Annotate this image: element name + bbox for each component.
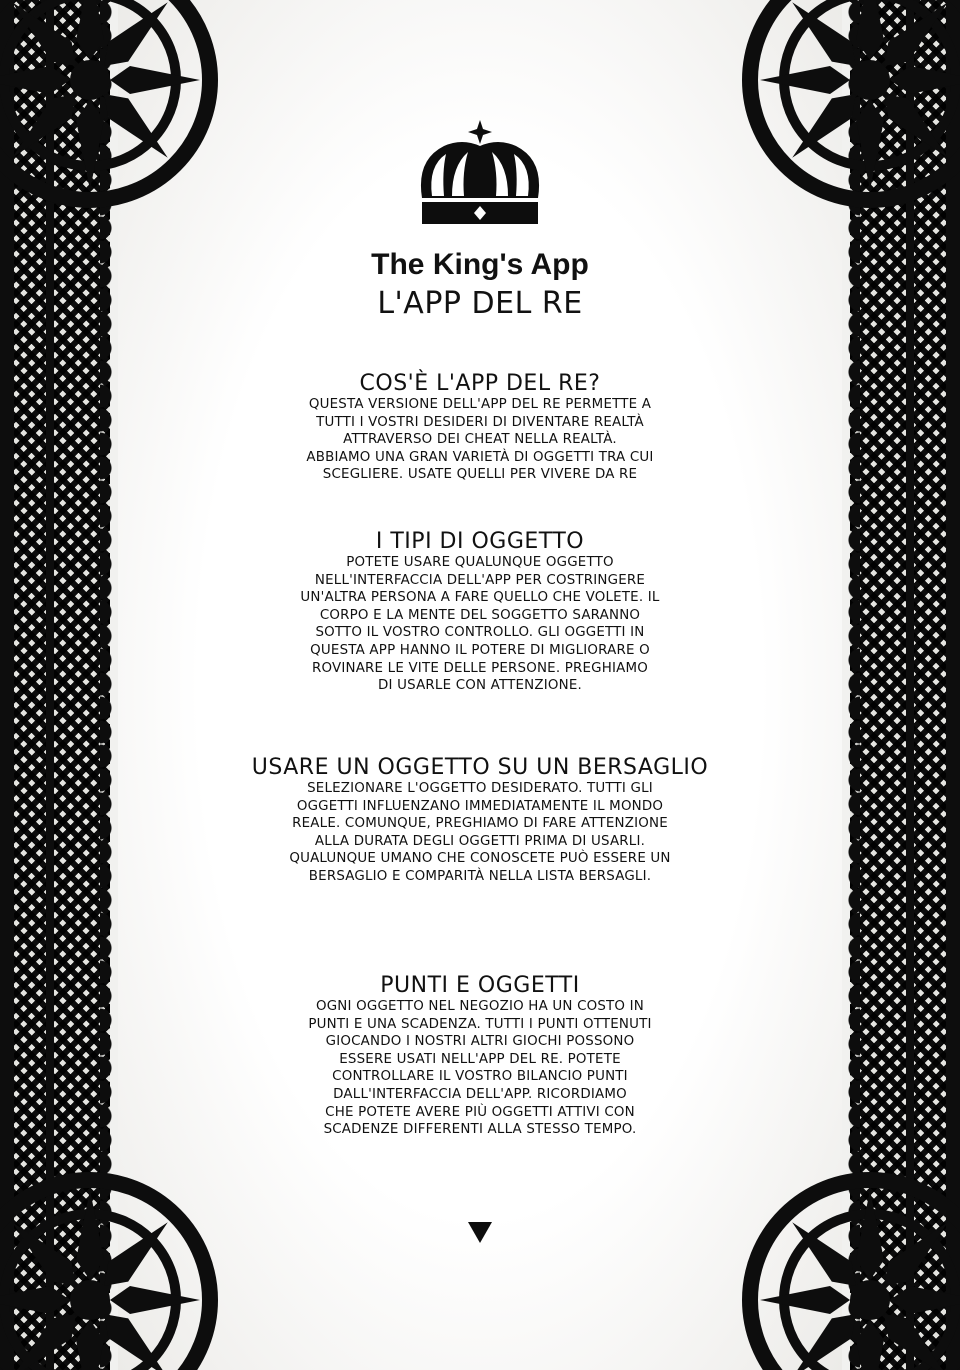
lace-corner-ornament-top-right	[700, 0, 960, 250]
body-line: OGNI OGGETTO NEL NEGOZIO HA UN COSTO IN	[315, 999, 644, 1014]
section-body	[0, 554, 960, 695]
body-line: TUTTI I VOSTRI DESIDERI DI DIVENTARE REALTÀ	[316, 414, 644, 430]
crown-icon	[416, 120, 544, 232]
body-line: ROVINARE LE VITE DELLE PERSONE. PREGHIAMO	[311, 660, 649, 676]
section-body	[0, 396, 960, 484]
section-heading: I TIPI DI OGGETTO	[375, 529, 585, 554]
section-heading: COS'È L'APP DEL RE?	[359, 371, 601, 396]
body-line: OGGETTI INFLUENZANO IMMEDIATAMENTE IL MONDO	[296, 798, 664, 814]
body-line: ALLA DURATA DEGLI OGGETTI PRIMA DI USARLI.	[314, 833, 646, 849]
body-line: GIOCANDO I NOSTRI ALTRI GIOCHI POSSONO	[325, 1034, 635, 1050]
lace-corner-ornament-bottom-left	[0, 1130, 260, 1370]
body-line: NELL'INTERFACCIA DELL'APP PER COSTRINGERE	[314, 572, 646, 588]
body-line: DALL'INTERFACCIA DELL'APP. RICORDIAMO	[333, 1086, 627, 1102]
body-line: ABBIAMO UNA GRAN VARIETÀ DI OGGETTI TRA CUI	[306, 449, 654, 465]
body-line: CORPO E LA MENTE DEL SOGGETTO SARANNO	[319, 607, 641, 623]
section-heading: USARE UN OGGETTO SU UN BERSAGLIO	[251, 755, 709, 780]
body-line: POTETE USARE QUALUNQUE OGGETTO	[346, 555, 614, 570]
body-line: QUESTA VERSIONE DELL'APP DEL RE PERMETTE A	[308, 397, 652, 412]
section-use-object-on-target	[0, 756, 960, 886]
title-italian: L'APP DEL RE	[377, 286, 583, 321]
body-line: SELEZIONARE L'OGGETTO DESIDERATO. TUTTI GLI	[307, 781, 653, 796]
title-english: The King's App	[371, 248, 589, 281]
body-line: BERSAGLIO E COMPARITÀ NELLA LISTA BERSAGLI.	[308, 868, 652, 884]
lace-corner-ornament-top-left	[0, 0, 260, 250]
down-triangle-icon	[467, 1220, 493, 1244]
body-line: CHE POTETE AVERE PIÙ OGGETTI ATTIVI CON	[325, 1104, 635, 1120]
lace-corner-ornament-bottom-right	[700, 1130, 960, 1370]
body-line: QUESTA APP HANNO IL POTERE DI MIGLIORARE O	[310, 642, 650, 658]
section-what-is-app	[0, 372, 960, 484]
section-heading: PUNTI E OGGETTI	[380, 973, 580, 998]
body-line: DI USARLE CON ATTENZIONE.	[378, 678, 582, 694]
body-line: SCADENZE DIFFERENTI ALLA STESSO TEMPO.	[323, 1122, 637, 1138]
body-line: SCEGLIERE. USATE QUELLI PER VIVERE DA RE	[322, 467, 638, 483]
body-line: CONTROLLARE IL VOSTRO BILANCIO PUNTI	[332, 1069, 628, 1085]
body-line: QUALUNQUE UMANO CHE CONOSCETE PUÒ ESSERE UN	[289, 851, 671, 867]
body-line: UN'ALTRA PERSONA A FARE QUELLO CHE VOLETE. IL	[300, 590, 660, 606]
section-object-types	[0, 530, 960, 695]
section-points-and-objects	[0, 974, 960, 1139]
section-body	[0, 998, 960, 1139]
body-line: PUNTI E UNA SCADENZA. TUTTI I PUNTI OTTENUTI	[308, 1016, 652, 1032]
body-line: ATTRAVERSO DEI CHEAT NELLA REALTÀ.	[343, 432, 617, 448]
body-line: ESSERE USATI NELL'APP DEL RE. POTETE	[339, 1051, 621, 1067]
body-line: REALE. COMUNQUE, PREGHIAMO DI FARE ATTENZIONE	[292, 816, 668, 832]
section-body	[0, 780, 960, 886]
body-line: SOTTO IL VOSTRO CONTROLLO. GLI OGGETTI IN	[315, 625, 645, 641]
